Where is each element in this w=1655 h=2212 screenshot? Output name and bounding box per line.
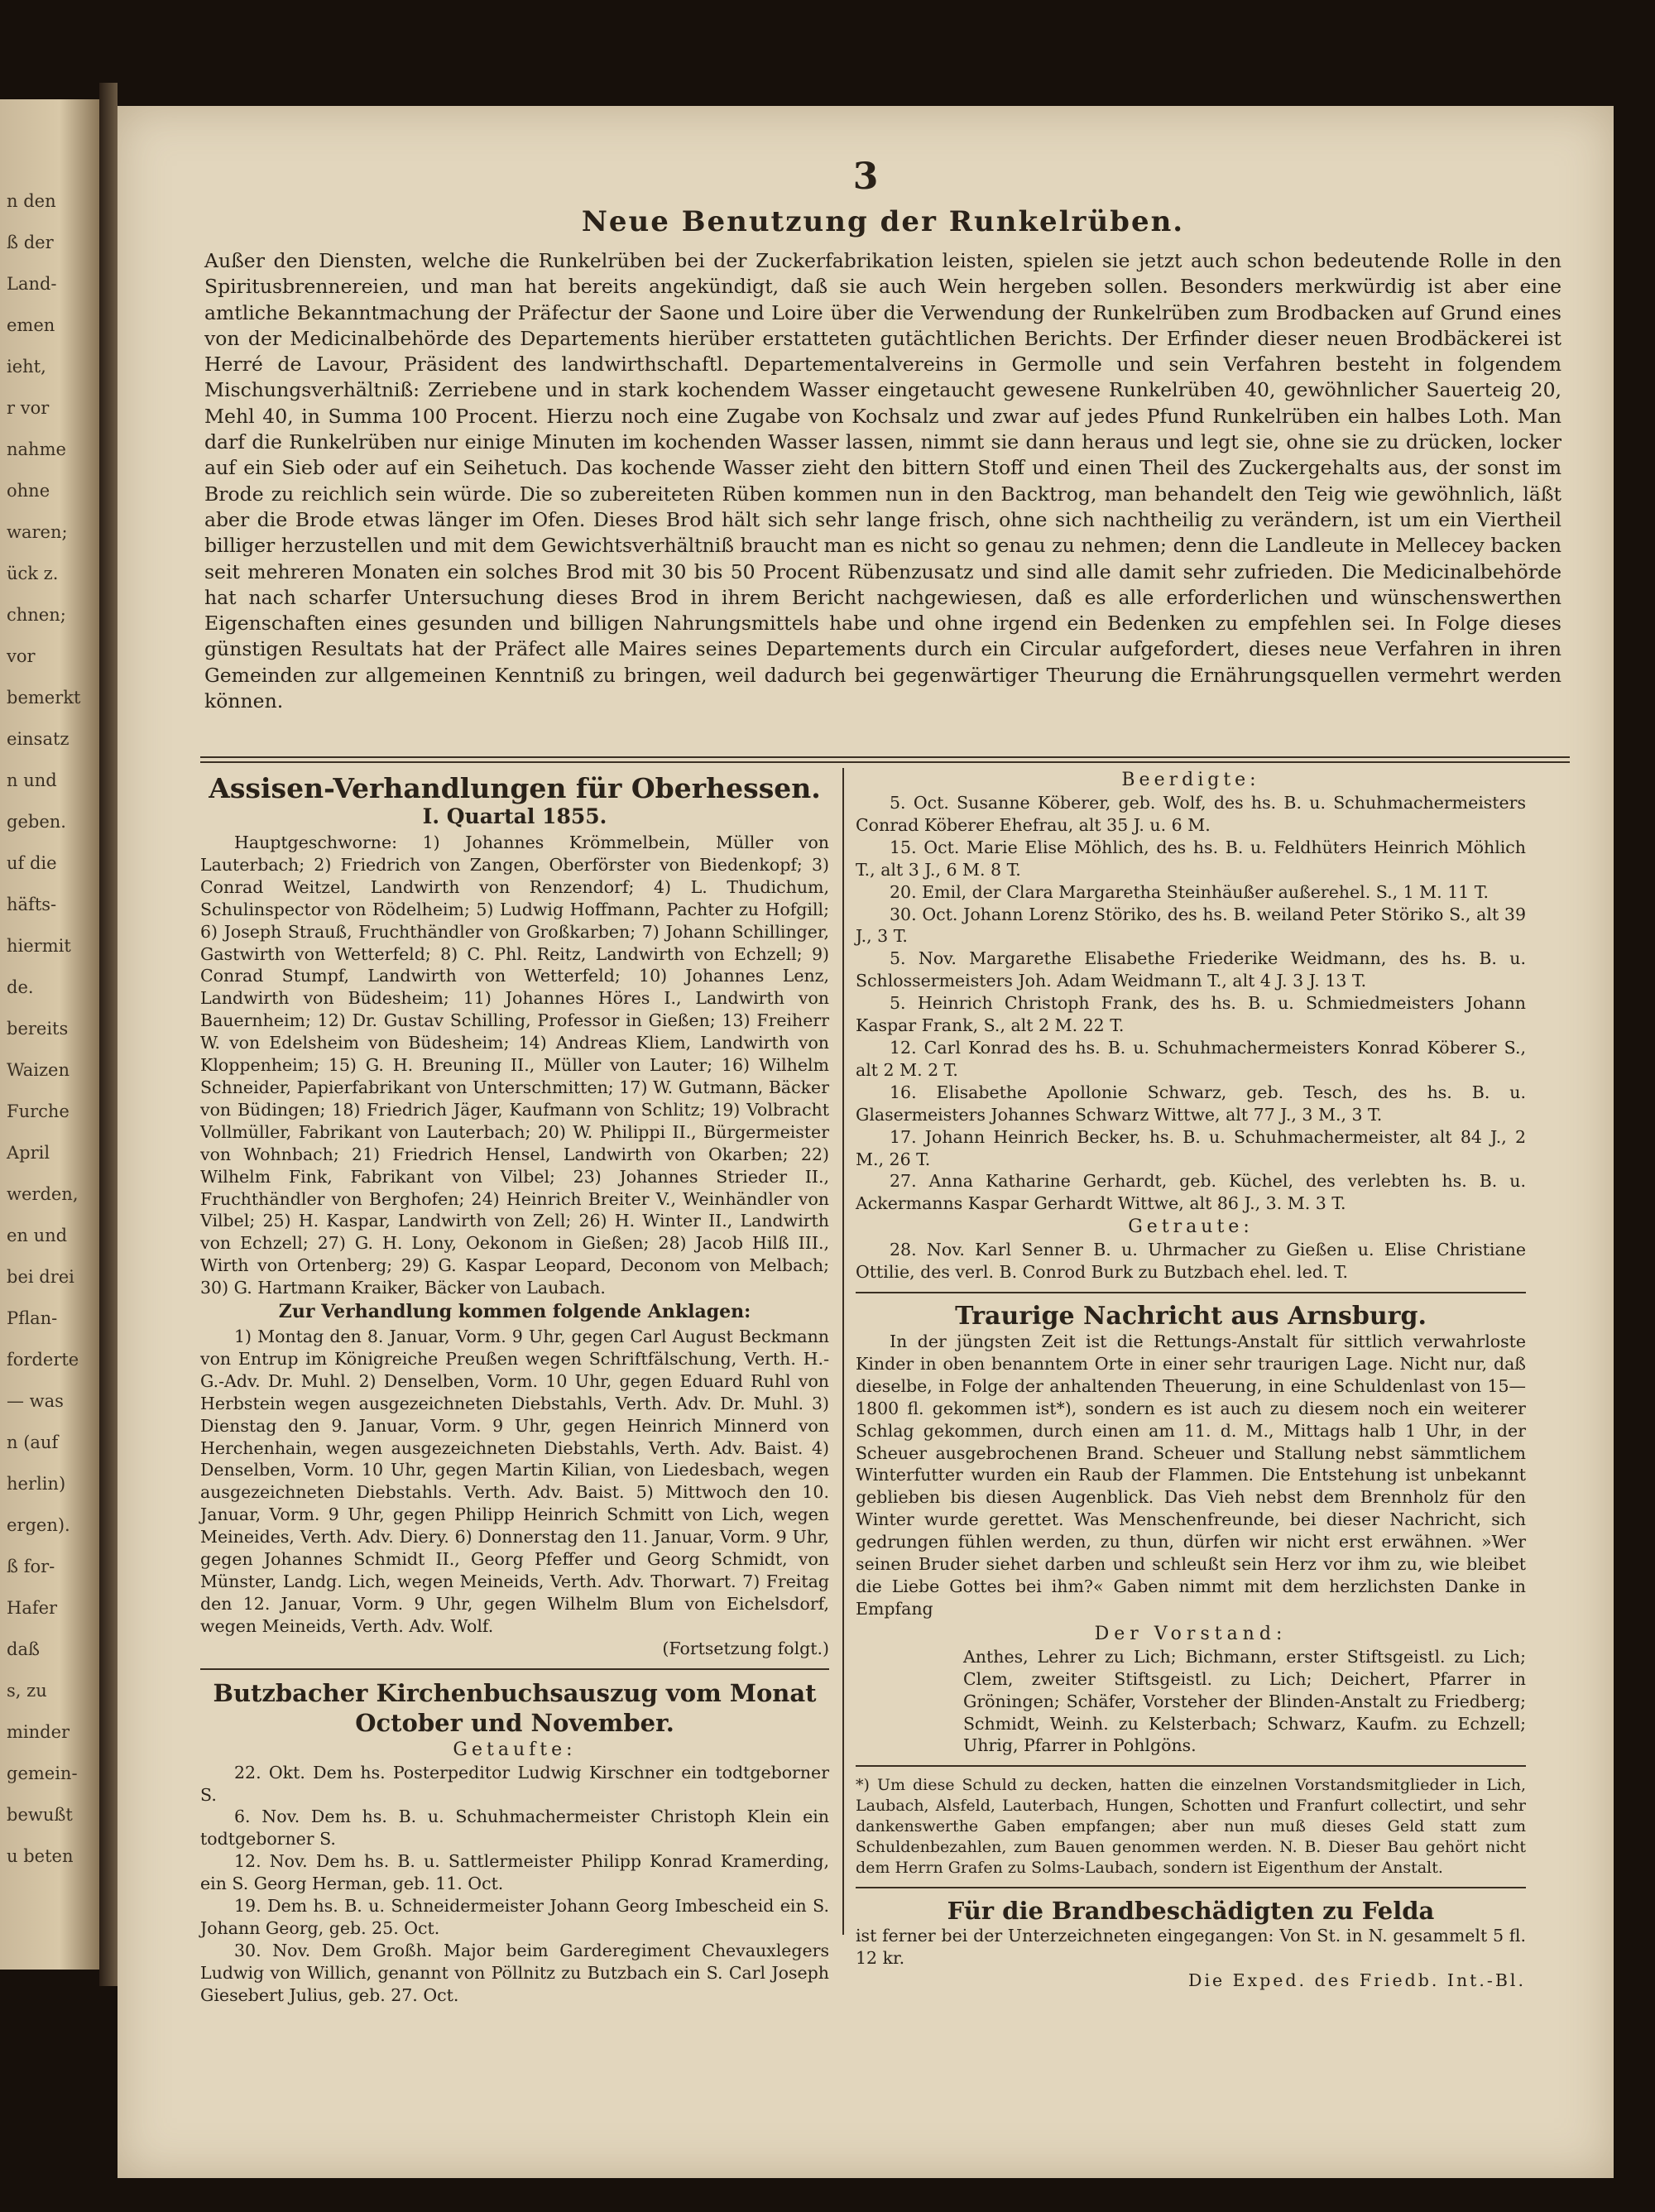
margin-fragment: de. [7, 977, 34, 997]
margin-fragment: ück z. [7, 564, 59, 583]
margin-fragment: — was [7, 1391, 64, 1411]
getaufte-entry: 6. Nov. Dem hs. B. u. Schuhmachermeister Christoph Klein ein todtgeborner S. [200, 1807, 829, 1850]
book-gutter [99, 83, 118, 1986]
margin-fragment: Furche [7, 1101, 70, 1121]
margin-fragment: ohne [7, 481, 50, 501]
getaufte-entry: 30. Nov. Dem Großh. Major beim Garderegiment Chevauxlegers Ludwig von Willich, genannt von Pöllnitz zu Butzbach ein S. Carl Joseph Giesebert Julius, geb. 27. Oct. [200, 1940, 829, 2005]
footnote-divider [856, 1765, 1526, 1767]
margin-fragment: Land- [7, 274, 57, 294]
margin-fragment: s, zu [7, 1681, 47, 1701]
beerdigte-entry: 30. Oct. Johann Lorenz Störiko, des hs. B. weiland Peter Störiko S., alt 39 J., 3 T. [856, 904, 1526, 947]
margin-fragment: ß der [7, 233, 54, 252]
margin-fragment: emen [7, 315, 55, 335]
margin-fragment: n und [7, 770, 57, 790]
margin-fragment: geben. [7, 812, 66, 832]
anklagen-body: 1) Montag den 8. Januar, Vorm. 9 Uhr, gegen Carl August Beckmann von Entrup im Königreiche Preußen wegen Schriftfälschung, Verth. H.-G.-Adv. Dr. Muhl. 2) Denselben, Vorm. 10 Uhr, gegen Eduard Ruhl von Herbstein wegen ausgezeichneten Diebstahls, Verth. Adv. Dr. Muhl. 3) Dienstag den 9. Januar, Vorm. 9 Uhr, gegen Heinrich Minnerd von Herchenhain, wegen ausgezeichneten Diebstahls, Verth. Adv. Baist. 4) Denselben, Vorm. 10 Uhr, gegen Martin Kilian, von Liedesbach, wegen ausgezeichneten Diebstahls. Verth. Adv. Baist. 5) Mittwoch den 10. Januar, Vorm. 9 Uhr, gegen Philipp Heinrich Schmitt von Lich, wegen Meineides, Verth. Adv. Diery. 6) Donnerstag den 11. Januar, Vorm. 9 Uhr, gegen Johannes Schmidt II., Georg Pfeffer und Georg Schmidt, von Münster, Landg. Lich, wegen Meineids, Verth. Adv. Thorwart. 7) Freitag den 12. Januar, Vorm. 9 Uhr, gegen Wilhelm Blum von Eichelsdorf, wegen Meineids, Verth. Adv. Wolf. [200, 1327, 829, 1636]
beerdigte-entry: 12. Carl Konrad des hs. B. u. Schuhmachermeisters Konrad Köberer S., alt 2 M. 2 T. [856, 1037, 1526, 1080]
beerdigte-entry: 5. Nov. Margarethe Elisabethe Friederike Weidmann, des hs. B. u. Schlossermeisters Joh. Adam Weidmann T., alt 4 J. 3 J. 13 T. [856, 948, 1526, 991]
right-column [856, 768, 1526, 1992]
margin-fragment: uf die [7, 853, 57, 873]
margin-fragment: häfts- [7, 895, 57, 914]
margin-fragment: en und [7, 1226, 68, 1245]
getaufte-label: Getaufte: [453, 1739, 577, 1760]
section-divider [200, 1668, 829, 1670]
arnsburg-title: Traurige Nachricht aus Arnsburg. [955, 1302, 1427, 1332]
getaufte-entry: 12. Nov. Dem hs. B. u. Sattlermeister Philipp Konrad Kramerding, ein S. Georg Herman, geb. 11. Oct. [200, 1851, 829, 1894]
getraute-list [856, 1239, 1526, 1284]
assisen-body: Hauptgeschworne: 1) Johannes Krömmelbein, Müller von Lauterbach; 2) Friedrich von Zangen, Oberförster von Biedenkopf; 3) Conrad Weitzel, Landwirth von Renzendorf; 4) L. Thudichum, Schulinspector von Rödelheim; 5) Ludwig Hoffmann, Pachter zu Hofgill; 6) Joseph Strauß, Fruchthändler von Großkarben; 7) Johann Schillinger, Gastwirth von Wetterfeld; 8) C. Phl. Reitz, Landwirth von Echzell; 9) Conrad Stumpf, Landwirth von Wetterfeld; 10) Johannes Lenz, Landwirth von Büdesheim; 11) Johannes Höres I., Landwirth von Bauernheim; 12) Dr. Gustav Schilling, Professor in Gießen; 13) Freiherr W. von Edelsheim von Büdesheim; 14) Andreas Kliem, Landwirth von Kloppenheim; 15) G. H. Breuning II., Müller von Lauter; 16) Wilhelm Schneider, Papierfabrikant von Unterschmitten; 17) W. Gutmann, Bäcker von Büdingen; 18) Friedrich Jäger, Kaufmann von Schlitz; 19) Volbracht Vollmüller, Fabrikant von Lauterbach; 20) W. Philippi II., Bürgermeister von Wohnbach; 21) Friedrich Hensel, Landwirth von Okarben; 22) Wilhelm Fink, Fabrikant von Vilbel; 23) Johannes Strieder II., Fruchthändler von Berghofen; 24) Heinrich Breiter V., Weinhändler von Vilbel; 25) H. Kaspar, Landwirth von Zell; 26) H. Winter II., Landwirth von Echzell; 27) G. H. Lony, Oekonom in Gießen; 28) Jacob Hilß III., Wirth von Ortenberg; 29) G. Kaspar Leopard, Deconom von Melbach; 30) G. Hartmann Kraiker, Bäcker von Laubach. [200, 832, 829, 1298]
margin-fragment: Hafer [7, 1598, 58, 1618]
margin-fragment: bemerkt [7, 688, 81, 708]
beerdigte-entry: 5. Heinrich Christoph Frank, des hs. B. u. Schmiedmeisters Johann Kaspar Frank, S., alt 2 M. 22 T. [856, 993, 1526, 1036]
margin-fragment: n (auf [7, 1432, 59, 1452]
arnsburg-body: In der jüngsten Zeit ist die Rettungs-Anstalt für sittlich verwahrloste Kinder in oben benanntem Orte in einer sehr traurigen Lage. Nicht nur, daß dieselbe, in Folge der anhaltenden Theuerung, in eine Schuldenlast von 15—1800 fl. gekommen ist*), sondern es ist auch zu diesem noch ein weiterer Schlag gekommen, durch einen am 11. d. M., Mittags halb 1 Uhr, in der Scheuer ausgebrochenen Brand. Scheuer und Stallung nebst sämmtlichem Winterfutter wurden ein Raub der Flammen. Die Entstehung ist unbekannt geblieben bis diesen Augenblick. Das Vieh nebst dem Brennholz für den Winter wurde gerettet. Was Menschenfreunde, bei dieser Nachricht, sich gedrungen fühlen werden, zu thun, dürfen wir nicht erst erwähnen. »Wer seinen Bruder siehet darben und schleußt sein Herz vor ihm zu, wie bleibet die Liebe Gottes bei ihm?« Gaben nimmt mit dem herzlichsten Danke in Empfang [856, 1332, 1526, 1619]
getraute-label: Getraute: [1128, 1216, 1254, 1238]
anklagen-title: Zur Verhandlung kommen folgende Anklagen: [278, 1301, 751, 1323]
getraute-entry: 28. Nov. Karl Senner B. u. Uhrmacher zu Gießen u. Elise Christiane Ottilie, des verl. B. Conrod Burk zu Butzbach ehel. led. T. [856, 1240, 1526, 1283]
felda-title: Für die Brandbeschädigten zu Felda [947, 1897, 1435, 1926]
margin-fragment: bei drei [7, 1267, 74, 1287]
article-body: Außer den Diensten, welche die Runkelrüben bei der Zuckerfabrikation leisten, spielen sie jetzt auch schon bedeutende Rolle in den Spiritusbrennereien, und man hat bereits angekündigt, daß sie auch Wein hergeben sollen. Besonders merkwürdig ist aber eine amtliche Bekanntmachung der Präfectur der Saone und Loire über die Verwendung der Runkelrüben zum Brodbacken auf Grund eines von der Medicinalbehörde des Departements hierüber erstatteten gutächtlichen Berichts. Der Erfinder dieser neuen Brodbäckerei ist Herré de Lavour, Präsident des landwirthschaftl. Departementalvereins in Germolle und sein Verfahren besteht in folgendem Mischungsverhältniß: Zerriebene und in stark kochendem Wasser eingetaucht gewesene Runkelrüben 40, gewöhnlicher Sauerteig 20, Mehl 40, in Summa 100 Procent. Hierzu noch eine Zugabe von Kochsalz und zwar auf jedes Pfund Runkelrüben ein halbes Loth. Man darf die Runkelrüben nur einige Minuten im kochenden Wasser lassen, nimmt sie dann heraus und legt sie, ohne sie zu drücken, locker auf ein Sieb oder auf ein Seihetuch. Das kochende Wasser zieht den bittern Stoff und einen Theil des Zuckergehalts aus, der sonst im Brode zu reichlich sein würde. Die so zubereiteten Rüben kommen nun in den Backtrog, man behandelt den Teig wie gewöhnlich, läßt aber die Brode etwas länger im Ofen. Dieses Brod hält sich sehr lange frisch, ohne sich nachtheilig zu verändern, ist um ein Viertheil billiger herzustellen und mit dem Gewichtsverhältniß braucht man es nicht so genau zu nehmen; denn die Landleute in Mellecey backen seit mehreren Monaten ein solches Brod mit 30 bis 50 Procent Rübenzusatz und sind alle damit sehr zufrieden. Die Medicinalbehörde hat nach scharfer Untersuchung dieses Brod in ihrem Bericht nachgewiesen, daß es alle erforderlichen und wünschenswerthen Eigenschaften eines gesunden und billigen Nahrungsmittels habe und ohne irgend ein Bedenken zu empfehlen sei. In Folge dieses günstigen Resultats hat der Präfect alle Maires seines Departements durch ein Circular aufgefordert, dieses neue Verfahren in ihren Gemeinden zur allgemeinen Kenntniß zu bringen, weil dadurch bei gegenwärtiger Theurung die Ernährungsquellen vermehrt werden können. [204, 249, 1561, 713]
margin-fragment: ieht, [7, 357, 46, 377]
section-divider-double [200, 761, 1570, 763]
section-divider [856, 1887, 1526, 1888]
assisen-title: Assisen-Verhandlungen für Oberhessen. [209, 772, 821, 804]
felda-body: ist ferner bei der Unterzeichneten eingegangen: Von St. in N. gesammelt 5 fl. 12 kr. [856, 1926, 1526, 1969]
vorstand-label: Der Vorstand: [1094, 1623, 1288, 1644]
margin-fragment: waren; [7, 522, 68, 542]
column-divider [842, 768, 844, 1935]
margin-fragment: bereits [7, 1019, 69, 1039]
newspaper-page [118, 106, 1614, 2178]
margin-fragment: u beten [7, 1846, 74, 1866]
margin-fragment: r vor [7, 398, 50, 418]
margin-fragment: daß [7, 1639, 40, 1659]
margin-fragment: einsatz [7, 729, 70, 749]
margin-fragment: nahme [7, 439, 66, 459]
margin-fragment: hiermit [7, 936, 71, 956]
beerdigte-label: Beerdigte: [1121, 770, 1260, 790]
getaufte-list [200, 1762, 829, 2007]
page-number: 3 [852, 156, 879, 198]
margin-fragment: Waizen [7, 1060, 70, 1080]
beerdigte-list [856, 792, 1526, 1215]
left-column [200, 772, 829, 2007]
article-title: Neue Benutzung der Runkelrüben. [581, 205, 1185, 238]
beerdigte-entry: 17. Johann Heinrich Becker, hs. B. u. Schuhmachermeister, alt 84 J., 2 M., 26 T. [856, 1126, 1526, 1169]
section-divider [856, 1292, 1526, 1293]
margin-fragment: bewußt [7, 1805, 73, 1825]
margin-fragment: vor [7, 646, 36, 666]
margin-fragment: werden, [7, 1184, 79, 1204]
margin-fragment: minder [7, 1722, 70, 1742]
section-divider [200, 756, 1570, 758]
assisen-subtitle: I. Quartal 1855. [422, 804, 607, 828]
felda-signature: Die Exped. des Friedb. Int.-Bl. [1188, 1970, 1526, 1991]
beerdigte-entry: 15. Oct. Marie Elise Möhlich, des hs. B. u. Feldhüters Heinrich Möhlich T., alt 3 J., 6 M. 8 T. [856, 837, 1526, 880]
beerdigte-entry: 5. Oct. Susanne Köberer, geb. Wolf, des hs. B. u. Schuhmachermeisters Conrad Köberer Ehefrau, alt 35 J. u. 6 M. [856, 793, 1526, 835]
continued-note: (Fortsetzung folgt.) [662, 1638, 829, 1658]
margin-fragment: gemein- [7, 1763, 78, 1783]
adjacent-page-edge [0, 99, 99, 1970]
getaufte-entry: 19. Dem hs. B. u. Schneidermeister Johann Georg Imbescheid ein S. Johann Georg, geb. 25. Oct. [200, 1896, 829, 1938]
beerdigte-entry: 20. Emil, der Clara Margaretha Steinhäußer außerehel. S., 1 M. 11 T. [890, 881, 1489, 902]
beerdigte-entry: 27. Anna Katharine Gerhardt, geb. Küchel, des verlebten hs. B. u. Ackermanns Kaspar Gerhardt Wittwe, alt 86 J., 3. M. 3 T. [856, 1171, 1526, 1214]
margin-fragment: chnen; [7, 605, 66, 625]
margin-fragment: April [7, 1143, 50, 1163]
margin-fragment: ergen). [7, 1515, 70, 1535]
vorstand-members: Anthes, Lehrer zu Lich; Bichmann, erster Stiftsgeistl. zu Lich; Clem, zweiter Stiftsgeistl. zu Lich; Deichert, Pfarrer in Gröningen; Schäfer, Vorsteher der Blinden-Anstalt zu Friedberg; Schmidt, Weinh. zu Kelsterbach; Schwarz, Kaufm. zu Echzell; Uhrig, Pfarrer in Pohlgöns. [963, 1646, 1526, 1756]
margin-fragment: herlin) [7, 1474, 66, 1494]
getaufte-entry: 22. Okt. Dem hs. Posterpeditor Ludwig Kirschner ein todtgeborner S. [200, 1762, 829, 1805]
arnsburg-footnote: *) Um diese Schuld zu decken, hatten die einzelnen Vorstandsmitglieder in Lich, Laubach, Alsfeld, Lauterbach, Hungen, Schotten und Franfurt collectirt, und sehr dankenswerthe Gaben empfangen; aber nun muß dieses Geld statt zum Schuldenbezahlen, zum Bauen genommen werden. N. B. Dieser Bau gehört nicht dem Herrn Grafen zu Solms-Laubach, sondern ist Eigenthum der Anstalt. [856, 1776, 1526, 1878]
margin-fragment: n den [7, 191, 56, 211]
margin-fragment: forderte [7, 1350, 79, 1370]
margin-fragment: ß for- [7, 1557, 55, 1576]
article-runkelrueben [204, 205, 1561, 714]
margin-fragment: Pflan- [7, 1308, 58, 1328]
kirchenbuch-title: Butzbacher Kirchenbuchsauszug vom Monat October und November. [213, 1678, 817, 1737]
beerdigte-entry: 16. Elisabethe Apollonie Schwarz, geb. Tesch, des hs. B. u. Glasermeisters Johannes Schwarz Wittwe, alt 77 J., 3 M., 3 T. [856, 1082, 1526, 1125]
